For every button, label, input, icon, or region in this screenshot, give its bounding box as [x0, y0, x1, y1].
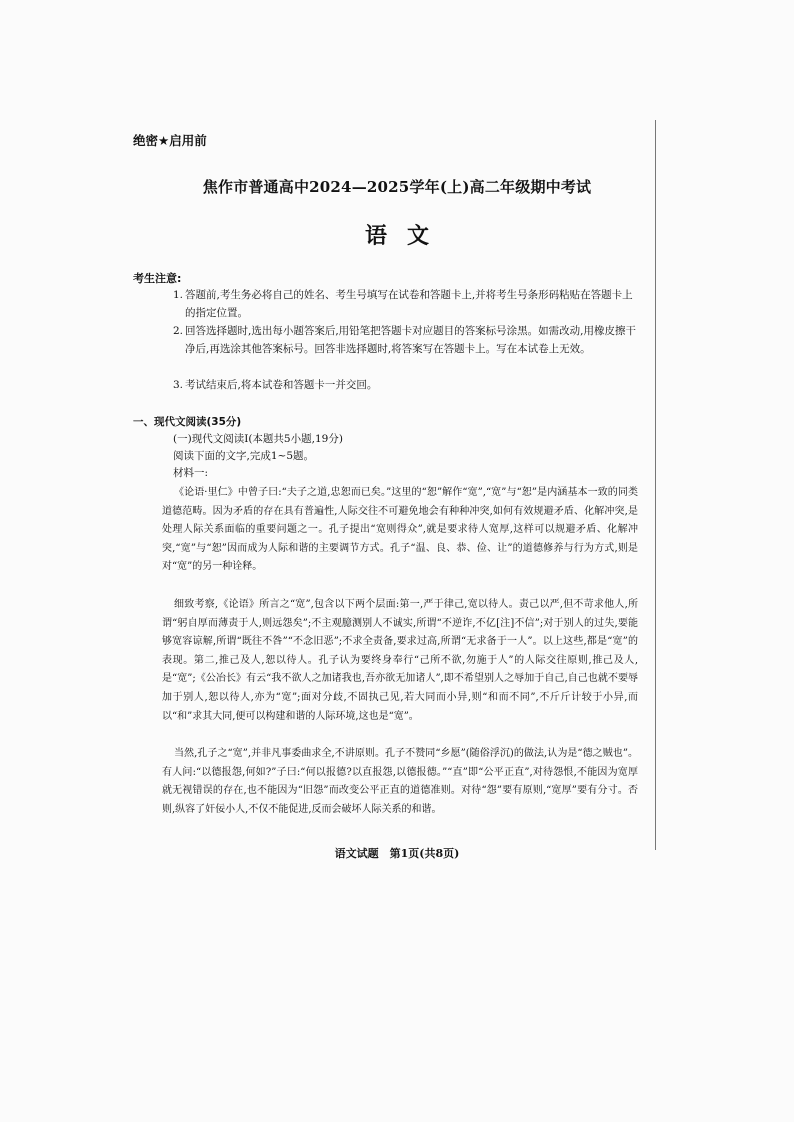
instruction: 阅读下面的文字,完成1~5题。 — [173, 450, 314, 462]
note-text: 答题前,考生务必将自己的姓名、考生号填写在试卷和答题卡上,并将考生号条形码粘贴在答题卡上的指定位置。 — [185, 289, 633, 319]
material-label: 材料一: — [173, 467, 209, 479]
note-number: 3. — [173, 379, 184, 391]
note-item — [173, 322, 640, 358]
section-title: 一、现代文阅读(35分) — [133, 416, 242, 428]
page-footer: 语文试题 第1页(共8页) — [334, 847, 460, 860]
note-item — [173, 376, 640, 394]
note-item — [173, 286, 640, 322]
note-number: 1. — [173, 289, 184, 301]
paragraph: 《论语·里仁》中曾子曰:“夫子之道,忠恕而已矣。”这里的“恕”解作“宽”,“宽”与“恕”是内涵基本一致的同类道德范畴。因为矛盾的存在具有普遍性,人际交往不可避免地会有种种冲突,如何有效规避矛盾、化解冲突,是处理人际关系面临的重要问题之一。孔子提出“宽则得众”,就是要求待人宽厚,这样可以规避矛盾、化解冲突,“宽”与“恕”因而成为人际和谐的主要调节方式。孔子“温、良、恭、俭、让”的道德修养与行为方式,则是对“宽”的另一种诠释。 — [162, 487, 638, 573]
exam-title: 焦作市普通高中2024—2025学年(上)高二年级期中考试 — [202, 178, 592, 196]
paragraph: 细致考察,《论语》所言之“宽”,包含以下两个层面:第一,严于律己,宽以待人。责己以严,但不苛求他人,所谓“躬自厚而薄责于人,则远怨矣”;不主观臆测别人不诚实,所谓“不逆诈,不亿[注]不信”;对于别人的过失,要能够宽容谅解,所谓“既往不咎”“不念旧恶”;不求全责备,要求过高,所谓“无求备于一人”。以上这些,都是“宽”的表现。第二,推己及人,恕以待人。孔子认为要终身奉行“己所不欲,勿施于人”的人际交往原则,推己及人,是“宽”;《公冶长》有云“我不欲人之加诸我也,吾亦欲无加诸人”,即不希望别人之辱加于自己,自己也就不要辱加于别人,恕以待人,亦为“宽”;面对分歧,不固执己见,若大同而小异,则“和而不同”,不斤斤计较于小异,而以“和”求其大同,便可以构建和谐的人际环境,这也是“宽”。 — [162, 599, 638, 722]
note-text: 考试结束后,将本试卷和答题卡一并交回。 — [185, 379, 378, 391]
paragraph: 当然,孔子之“宽”,并非凡事委曲求全,不讲原则。孔子不赞同“乡愿”(随俗浮沉)的做法,认为是“德之贼也”。有人问:“以德报怨,何如?”子曰:“何以报德?以直报怨,以德报德。”“直”即“公平正直”,对待怨恨,不能因为宽厚就无视错误的存在,也不能因为“旧怨”而改变公平正直的道德准则。对待“怨”要有原则,“宽厚”要有分寸。否则,纵容了奸佞小人,不仅不能促进,反而会破坏人际关系的和谐。 — [162, 748, 638, 815]
notes-title: 考生注意: — [133, 272, 182, 285]
subsection-title: (一)现代文阅读Ⅰ(本题共5小题,19分) — [173, 433, 343, 445]
subject-title: 语文 — [364, 224, 449, 249]
note-text: 回答选择题时,选出每小题答案后,用铅笔把答题卡对应题目的答案标号涂黑。如需改动,用橡皮擦干净后,再选涂其他答案标号。回答非选择题时,将答案写在答题卡上。写在本试卷上无效。 — [185, 325, 637, 355]
note-number: 2. — [173, 325, 184, 337]
confidential-mark: 绝密★启用前 — [133, 133, 207, 148]
